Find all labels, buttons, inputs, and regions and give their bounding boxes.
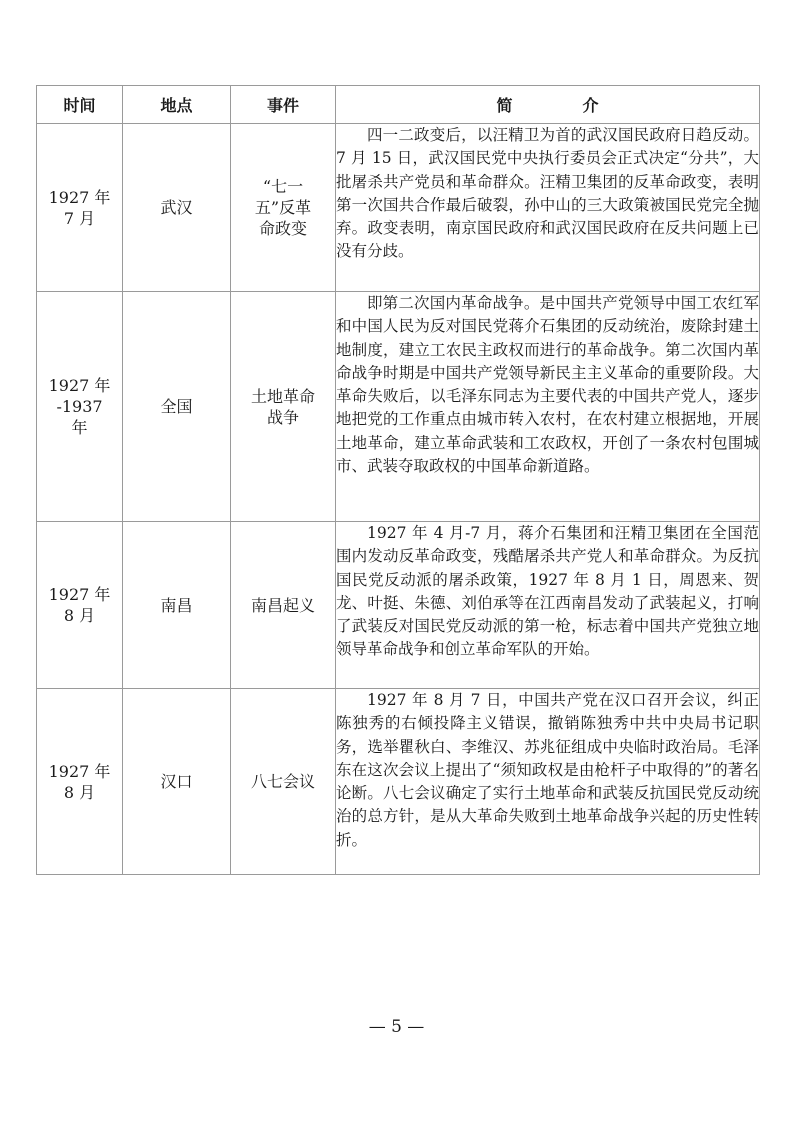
event-cell	[231, 292, 336, 522]
description-cell	[336, 124, 760, 292]
description-cell	[336, 689, 760, 875]
place-text: 南昌	[160, 595, 193, 615]
place-text: 武汉	[160, 198, 193, 217]
description-text: 即第二次国内革命战争。是中国共产党领导中国工农红军和中国人民为反对国民党蒋介石集团的反动统治，废除封建土地制度，建立工农民主政权而进行的革命战争。第二次国内革命战争时期是中国共产党领导新民主主义革命的重要阶段。大革命失败后，以毛泽东同志为主要代表的中国共产党人，逐步地把党的工作重点由城市转入农村，在农村建立根据地，开展土地革命，建立革命武装和工农政权，开创了一条农村包围城市、武装夺取政权的中国革命新道路。	[336, 294, 759, 476]
time-text: 1927 年 8 月	[48, 761, 111, 802]
time-text: 1927 年 -1937 年	[48, 376, 111, 437]
event-text: 南昌起义	[250, 595, 315, 615]
header-description-part2: 介	[582, 96, 599, 115]
time-cell	[37, 522, 123, 689]
time-cell	[37, 292, 123, 522]
table-row	[37, 292, 760, 522]
place-cell	[123, 689, 231, 875]
header-event: 事件	[231, 86, 336, 124]
event-text: 土地革命 战争	[250, 386, 315, 427]
description-cell	[336, 292, 760, 522]
place-text: 汉口	[160, 772, 193, 791]
description-text: 1927 年 4 月-7 月，蒋介石集团和汪精卫集团在全国范围内发动反革命政变，残酷屠杀共产党人和革命群众。为反抗国民党反动派的屠杀政策，1927 年 8 月 1 日，周恩来、贺龙、叶挺、朱德、刘伯承等在江西南昌发动了武装起义，打响了武装反对国民党反动派的第一枪，标志着中国共产党独立地领导革命战争和创立革命军队的开始。	[336, 524, 759, 659]
header-description	[336, 86, 760, 124]
event-cell	[231, 689, 336, 875]
event-cell	[231, 124, 336, 292]
description-cell	[336, 522, 760, 689]
time-cell	[37, 689, 123, 875]
event-text: “七一 五”反革 命政变	[254, 177, 312, 238]
events-table	[36, 85, 760, 875]
time-text: 1927 年 8 月	[48, 585, 111, 625]
header-description-part1: 简	[496, 96, 513, 115]
header-time: 时间	[37, 86, 123, 124]
place-cell	[123, 292, 231, 522]
table-header-row	[37, 86, 760, 124]
place-cell	[123, 522, 231, 689]
description-text: 四一二政变后，以汪精卫为首的武汉国民政府日趋反动。7 月 15 日，武汉国民党中央执行委员会正式决定“分共”，大批屠杀共产党员和革命群众。汪精卫集团的反革命政变，表明第一次国共合作最后破裂，孙中山的三大政策被国民党完全抛弃。政变表明，南京国民政府和武汉国民政府在反共问题上已没有分歧。	[336, 126, 759, 261]
time-cell	[37, 124, 123, 292]
place-text: 全国	[160, 397, 193, 416]
table-row	[37, 124, 760, 292]
event-cell	[231, 522, 336, 689]
table-row	[37, 522, 760, 689]
header-place: 地点	[123, 86, 231, 124]
description-text: 1927 年 8 月 7 日，中国共产党在汉口召开会议，纠正陈独秀的右倾投降主义错误，撤销陈独秀中共中央局书记职务，选举瞿秋白、李维汉、苏兆征组成中央临时政治局。毛泽东在这次会议上提出了“须知政权是由枪杆子中取得的”的著名论断。八七会议确定了实行土地革命和武装反抗国民党反动统治的总方针，是从大革命失败到土地革命战争兴起的历史性转折。	[336, 691, 759, 849]
table-row	[37, 689, 760, 875]
page-number: — 5 —	[368, 1017, 425, 1037]
place-cell	[123, 124, 231, 292]
time-text: 1927 年 7 月	[48, 187, 111, 228]
event-text: 八七会议	[250, 772, 315, 791]
